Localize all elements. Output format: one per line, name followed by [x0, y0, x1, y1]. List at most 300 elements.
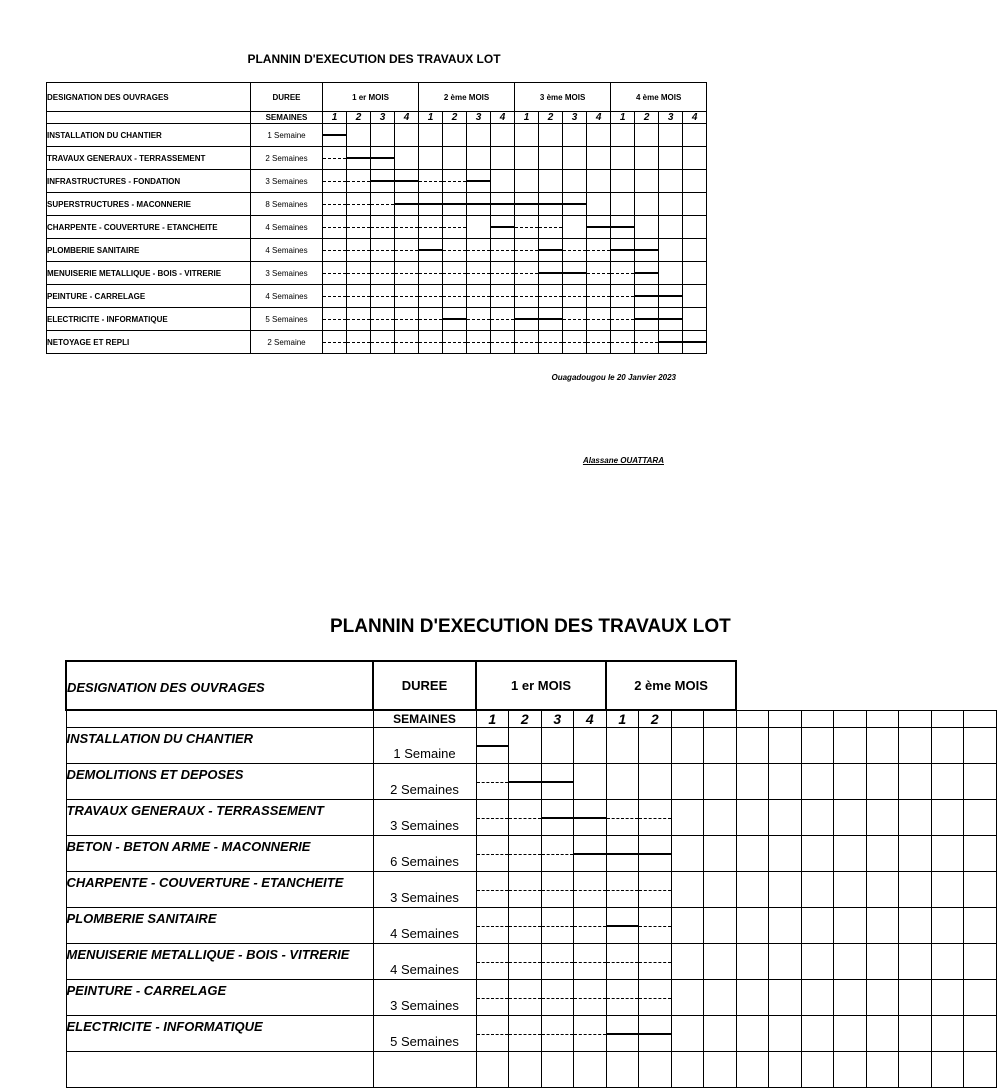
gantt-bar-idle — [467, 342, 490, 343]
week-cell — [395, 239, 419, 262]
week-cell — [834, 872, 867, 908]
week-cell — [563, 262, 587, 285]
week-cell — [611, 216, 635, 239]
page-title-zoomed: PLANNIN D'EXECUTION DES TRAVAUX LOT — [330, 616, 731, 637]
week-cell — [476, 1052, 509, 1088]
week-cell — [659, 170, 683, 193]
week-cell — [541, 872, 574, 908]
gantt-bar-idle — [542, 854, 574, 855]
week-cell — [931, 908, 964, 944]
week-header-row — [66, 710, 996, 728]
week-cell — [587, 331, 611, 354]
signature: Alassane OUATTARA — [582, 456, 664, 465]
week-cell — [323, 262, 347, 285]
gantt-bar-idle — [467, 273, 490, 274]
gantt-bar-idle — [574, 926, 606, 927]
week-cell — [611, 170, 635, 193]
gantt-bar-idle — [323, 296, 346, 297]
table-row — [47, 285, 707, 308]
week-cell — [347, 239, 371, 262]
week-cell — [539, 216, 563, 239]
task-designation — [66, 1052, 373, 1088]
week-cell — [515, 239, 539, 262]
gantt-bar-idle — [395, 227, 418, 228]
week-cell — [899, 764, 932, 800]
week-cell — [443, 285, 467, 308]
week-cell — [801, 800, 834, 836]
gantt-bar-active — [467, 203, 490, 205]
gantt-bar-active — [491, 226, 514, 228]
week-cell — [574, 908, 607, 944]
week-cell — [476, 728, 509, 764]
week-cell — [899, 1016, 932, 1052]
week-cell — [769, 908, 802, 944]
gantt-bar-idle — [509, 998, 541, 999]
week-number: 2 — [639, 710, 672, 728]
task-duration — [251, 285, 323, 308]
week-cell — [899, 872, 932, 908]
week-cell — [539, 285, 563, 308]
week-cell — [931, 728, 964, 764]
gantt-bar-idle — [419, 319, 442, 320]
task-designation: PLOMBERIE SANITAIRE — [66, 908, 373, 944]
gantt-bar-idle — [539, 296, 562, 297]
week-cell — [323, 216, 347, 239]
week-cell — [574, 800, 607, 836]
gantt-bar-active — [574, 817, 606, 819]
week-cell — [659, 262, 683, 285]
week-cell — [347, 262, 371, 285]
week-cell — [635, 147, 659, 170]
month-header: 1 er MOIS — [476, 661, 606, 710]
week-cell — [443, 331, 467, 354]
week-cell — [704, 836, 737, 872]
week-cell — [541, 800, 574, 836]
task-designation: CHARPENTE - COUVERTURE - ETANCHEITE — [47, 216, 251, 239]
week-cell — [931, 1052, 964, 1088]
week-cell — [736, 980, 769, 1016]
week-cell — [323, 308, 347, 331]
week-cell — [834, 1016, 867, 1052]
gantt-bar-idle — [395, 319, 418, 320]
week-cell — [515, 170, 539, 193]
week-cell — [639, 908, 672, 944]
gantt-bar-idle — [323, 250, 346, 251]
week-cell — [395, 262, 419, 285]
week-cell — [964, 872, 997, 908]
week-cell — [467, 262, 491, 285]
gantt-bar-idle — [509, 890, 541, 891]
gantt-bar-idle — [611, 342, 634, 343]
week-cell — [347, 216, 371, 239]
gantt-bar-idle — [542, 926, 574, 927]
gantt-bar-active — [607, 853, 639, 855]
week-cell — [834, 944, 867, 980]
gantt-bar-idle — [491, 296, 514, 297]
week-header-row — [47, 112, 707, 124]
gantt-bar-idle — [509, 854, 541, 855]
week-cell — [467, 147, 491, 170]
week-cell — [509, 1052, 542, 1088]
gantt-bar-idle — [347, 250, 370, 251]
duree-header: DUREE — [373, 661, 476, 710]
gantt-bar-idle — [323, 204, 346, 205]
week-cell — [515, 193, 539, 216]
task-duration-label: 5 Semaines — [265, 314, 308, 324]
week-cell — [323, 239, 347, 262]
week-cell — [611, 239, 635, 262]
week-cell — [491, 147, 515, 170]
gantt-bar-active — [443, 203, 466, 205]
week-cell — [704, 1016, 737, 1052]
week-cell — [476, 944, 509, 980]
week-cell — [541, 944, 574, 980]
blank-cell — [66, 710, 373, 728]
gantt-bar-idle — [323, 319, 346, 320]
table-row — [66, 1052, 996, 1088]
week-cell — [574, 728, 607, 764]
week-cell — [347, 193, 371, 216]
gantt-bar-idle — [607, 962, 639, 963]
gantt-bar-idle — [371, 204, 394, 205]
week-cell — [395, 170, 419, 193]
week-number: 1 — [611, 112, 635, 124]
week-cell — [683, 124, 707, 147]
week-cell — [611, 262, 635, 285]
week-cell — [587, 124, 611, 147]
week-cell — [801, 908, 834, 944]
week-cell — [834, 836, 867, 872]
week-cell — [606, 728, 639, 764]
week-number: 2 — [509, 710, 542, 728]
week-cell — [659, 147, 683, 170]
week-cell — [347, 170, 371, 193]
gantt-bar-active — [443, 318, 466, 320]
week-cell — [683, 170, 707, 193]
gantt-bar-active — [347, 157, 370, 159]
week-cell — [467, 331, 491, 354]
week-cell — [801, 1052, 834, 1088]
week-cell — [515, 262, 539, 285]
week-number: 1 — [515, 112, 539, 124]
task-duration — [373, 1052, 476, 1088]
week-cell — [683, 285, 707, 308]
week-cell — [539, 170, 563, 193]
week-cell — [574, 872, 607, 908]
week-cell — [639, 1052, 672, 1088]
week-cell — [606, 800, 639, 836]
week-cell — [371, 216, 395, 239]
week-cell — [515, 216, 539, 239]
week-cell — [323, 193, 347, 216]
week-cell — [899, 800, 932, 836]
zoomed-sheet — [0, 600, 731, 1049]
gantt-bar-idle — [371, 296, 394, 297]
week-cell — [834, 728, 867, 764]
month-header: 4 ème MOIS — [611, 83, 707, 112]
week-cell — [443, 262, 467, 285]
gantt-bar-idle — [542, 890, 574, 891]
week-cell — [736, 1016, 769, 1052]
week-cell — [736, 764, 769, 800]
gantt-bar-idle — [563, 342, 586, 343]
task-designation: MENUISERIE METALLIQUE - BOIS - VITRERIE — [47, 262, 251, 285]
gantt-bar-idle — [491, 273, 514, 274]
week-cell — [347, 331, 371, 354]
week-cell — [671, 836, 704, 872]
week-cell — [866, 800, 899, 836]
gantt-bar-idle — [347, 342, 370, 343]
gantt-bar-idle — [467, 296, 490, 297]
week-cell — [611, 285, 635, 308]
week-cell — [509, 836, 542, 872]
week-cell — [635, 239, 659, 262]
gantt-bar-idle — [323, 342, 346, 343]
semaines-header: SEMAINES — [373, 710, 476, 728]
table-row — [47, 308, 707, 331]
week-cell — [866, 944, 899, 980]
week-cell — [639, 980, 672, 1016]
week-cell — [371, 262, 395, 285]
week-number: 1 — [606, 710, 639, 728]
week-cell — [801, 728, 834, 764]
week-cell — [834, 764, 867, 800]
week-cell — [539, 147, 563, 170]
week-cell — [671, 800, 704, 836]
week-cell — [704, 1052, 737, 1088]
week-cell — [736, 836, 769, 872]
task-duration-label: 3 Semaines — [390, 998, 459, 1013]
week-number — [899, 710, 932, 728]
week-cell — [659, 331, 683, 354]
week-cell — [931, 944, 964, 980]
table-row — [47, 262, 707, 285]
gantt-bar-idle — [419, 181, 442, 182]
week-cell — [683, 262, 707, 285]
gantt-bar-idle — [371, 250, 394, 251]
week-number: 4 — [491, 112, 515, 124]
table-row — [47, 170, 707, 193]
week-cell — [563, 124, 587, 147]
week-number: 4 — [683, 112, 707, 124]
task-duration — [373, 800, 476, 836]
week-cell — [467, 193, 491, 216]
week-cell — [476, 980, 509, 1016]
week-cell — [801, 1016, 834, 1052]
table-row — [47, 147, 707, 170]
gantt-bar-idle — [611, 319, 634, 320]
gantt-bar-active — [563, 272, 586, 274]
week-cell — [659, 124, 683, 147]
week-cell — [395, 147, 419, 170]
week-number: 3 — [541, 710, 574, 728]
week-cell — [866, 908, 899, 944]
task-duration-label: 4 Semaines — [265, 291, 308, 301]
week-cell — [659, 193, 683, 216]
designation-header: DESIGNATION DES OUVRAGES — [66, 661, 373, 710]
week-cell — [639, 944, 672, 980]
task-duration-label: 2 Semaines — [390, 782, 459, 797]
duree-header: DUREE — [251, 83, 323, 112]
week-cell — [659, 285, 683, 308]
week-cell — [899, 908, 932, 944]
gantt-bar-active — [635, 295, 658, 297]
task-duration — [373, 908, 476, 944]
week-cell — [541, 1052, 574, 1088]
week-cell — [639, 1016, 672, 1052]
week-cell — [659, 308, 683, 331]
gantt-bar-active — [635, 272, 658, 274]
week-number — [834, 710, 867, 728]
week-cell — [467, 285, 491, 308]
gantt-bar-active — [635, 318, 658, 320]
gantt-bar-idle — [371, 319, 394, 320]
week-number: 1 — [419, 112, 443, 124]
week-cell — [515, 308, 539, 331]
gantt-bar-idle — [419, 296, 442, 297]
week-cell — [587, 170, 611, 193]
week-cell — [587, 308, 611, 331]
task-duration — [251, 262, 323, 285]
week-cell — [371, 331, 395, 354]
gantt-bar-idle — [515, 296, 538, 297]
gantt-bar-active — [539, 272, 562, 274]
week-cell — [611, 124, 635, 147]
week-cell — [671, 1016, 704, 1052]
task-designation: ELECTRICITE - INFORMATIQUE — [47, 308, 251, 331]
week-cell — [736, 800, 769, 836]
task-designation: PEINTURE - CARRELAGE — [66, 980, 373, 1016]
week-cell — [587, 239, 611, 262]
table-row — [66, 728, 996, 764]
week-cell — [606, 1016, 639, 1052]
week-cell — [671, 728, 704, 764]
week-cell — [419, 285, 443, 308]
gantt-bar-active — [395, 203, 418, 205]
week-number: 4 — [395, 112, 419, 124]
week-cell — [769, 836, 802, 872]
gantt-bar-idle — [509, 818, 541, 819]
week-cell — [587, 262, 611, 285]
task-designation: TRAVAUX GENERAUX - TERRASSEMENT — [47, 147, 251, 170]
week-cell — [371, 124, 395, 147]
task-duration-label: 2 Semaine — [267, 337, 306, 347]
task-duration-label: 4 Semaines — [265, 245, 308, 255]
week-cell — [964, 1016, 997, 1052]
gantt-bar-idle — [509, 1034, 541, 1035]
task-duration-label: 1 Semaine — [267, 130, 306, 140]
task-duration-label: 5 Semaines — [390, 1034, 459, 1049]
week-cell — [515, 124, 539, 147]
gantt-bar-idle — [443, 342, 466, 343]
task-duration — [251, 216, 323, 239]
week-cell — [539, 193, 563, 216]
task-duration — [373, 836, 476, 872]
task-designation: INSTALLATION DU CHANTIER — [47, 124, 251, 147]
gantt-bar-idle — [467, 250, 490, 251]
gantt-bar-idle — [395, 342, 418, 343]
week-cell — [659, 239, 683, 262]
week-number — [736, 710, 769, 728]
gantt-bar-active — [587, 226, 610, 228]
week-cell — [515, 147, 539, 170]
week-cell — [419, 262, 443, 285]
week-number — [671, 710, 704, 728]
week-cell — [541, 1016, 574, 1052]
week-cell — [539, 262, 563, 285]
week-cell — [491, 239, 515, 262]
week-cell — [563, 147, 587, 170]
week-cell — [515, 331, 539, 354]
week-cell — [574, 1016, 607, 1052]
gantt-bar-idle — [635, 342, 658, 343]
gantt-bar-active — [635, 249, 658, 251]
week-cell — [574, 764, 607, 800]
table-row — [66, 764, 996, 800]
week-cell — [639, 764, 672, 800]
week-cell — [683, 331, 707, 354]
week-cell — [347, 147, 371, 170]
week-cell — [801, 836, 834, 872]
week-cell — [574, 980, 607, 1016]
gantt-bar-idle — [515, 250, 538, 251]
week-cell — [587, 285, 611, 308]
gantt-bar-idle — [323, 273, 346, 274]
gantt-bar-idle — [477, 854, 509, 855]
week-cell — [467, 216, 491, 239]
table-row — [66, 800, 996, 836]
table-row — [47, 124, 707, 147]
week-cell — [371, 193, 395, 216]
week-cell — [639, 836, 672, 872]
week-cell — [419, 170, 443, 193]
week-cell — [866, 1016, 899, 1052]
gantt-bar-active — [542, 781, 574, 783]
gantt-bar-idle — [542, 998, 574, 999]
week-cell — [476, 800, 509, 836]
gantt-bar-idle — [347, 227, 370, 228]
week-cell — [395, 331, 419, 354]
task-duration — [251, 308, 323, 331]
week-cell — [395, 193, 419, 216]
week-cell — [606, 980, 639, 1016]
task-duration — [251, 170, 323, 193]
week-cell — [509, 764, 542, 800]
gantt-bar-idle — [443, 296, 466, 297]
week-number: 4 — [587, 112, 611, 124]
week-cell — [736, 728, 769, 764]
week-cell — [736, 944, 769, 980]
week-cell — [563, 216, 587, 239]
week-cell — [574, 1052, 607, 1088]
week-number — [866, 710, 899, 728]
gantt-bar-idle — [323, 227, 346, 228]
gantt-bar-idle — [477, 926, 509, 927]
gantt-bar-active — [574, 853, 606, 855]
task-duration-label: 8 Semaines — [265, 199, 308, 209]
week-cell — [964, 728, 997, 764]
gantt-bar-idle — [574, 998, 606, 999]
planning-table — [46, 82, 707, 354]
week-cell — [491, 193, 515, 216]
task-duration-label: 3 Semaines — [390, 818, 459, 833]
gantt-bar-idle — [563, 296, 586, 297]
week-number — [704, 710, 737, 728]
week-cell — [704, 980, 737, 1016]
week-cell — [769, 728, 802, 764]
gantt-bar-idle — [587, 342, 610, 343]
week-cell — [467, 124, 491, 147]
